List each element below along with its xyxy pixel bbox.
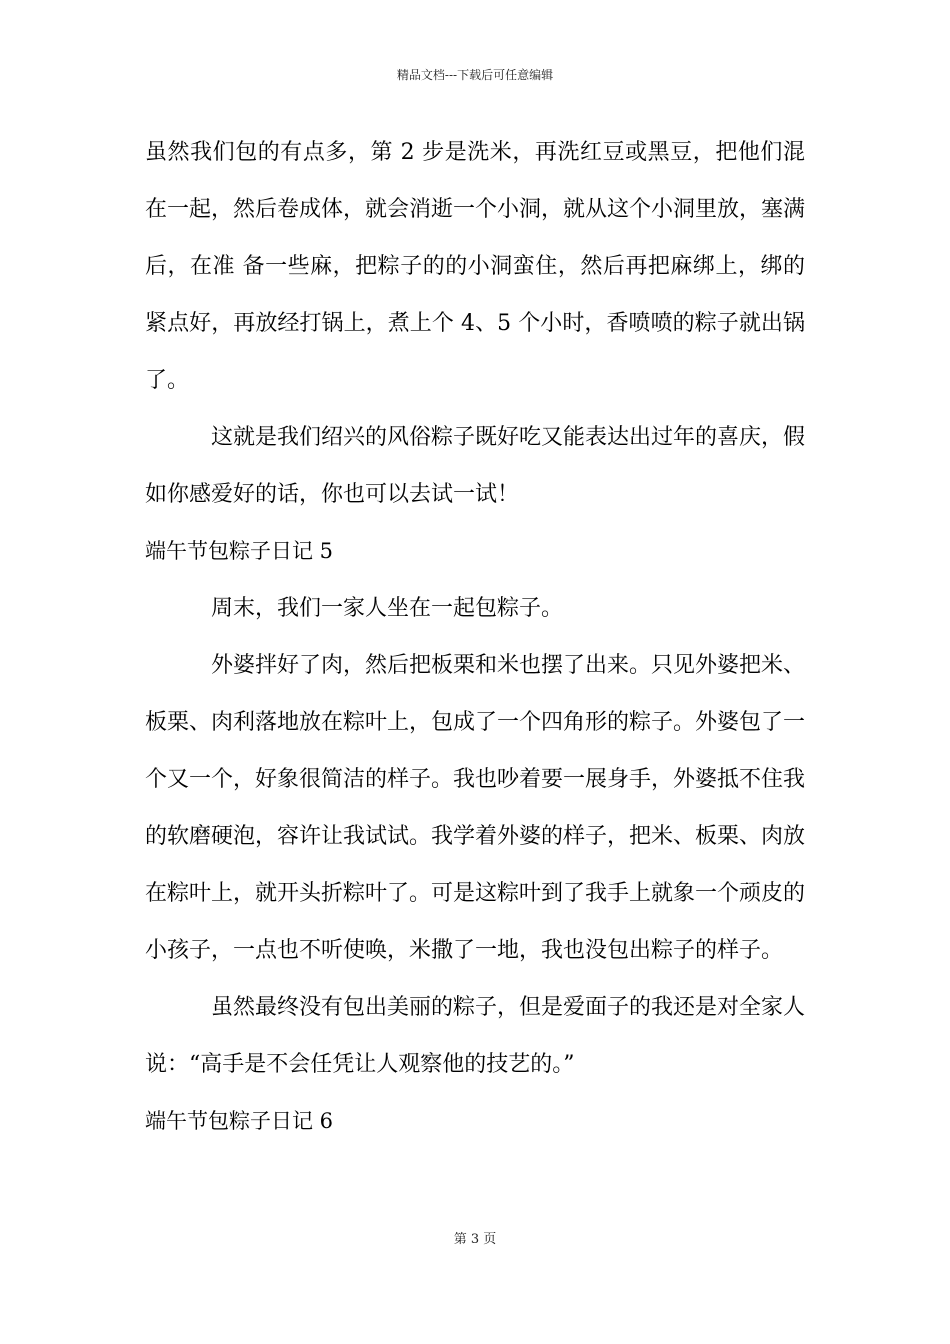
page-number: 第 3 页 [453, 1232, 497, 1247]
paragraph: 这就是我们绍兴的风俗粽子既好吃又能表达出过年的喜庆，假如你感爱好的话，你也可以去试一试！ [145, 425, 806, 507]
paragraph: 周末，我们一家人坐在一起包粽子。 [211, 596, 564, 621]
paragraph: 虽然我们包的有点多，第 2 步是洗米，再洗红豆或黑豆，把他们混在一起，然后卷成体，就会消逝一个小洞，就从这个小洞里放，塞满后，在准 备一些麻，把粽子的的小洞蛮住，然后再把麻绑上，绑的紧点好，再放经打锅上，煮上个 4、5 个小时，香喷喷的粽子就出锅了。 [145, 140, 806, 393]
section-heading: 端午节包粽子日记 5 [145, 539, 334, 563]
paragraph: 虽然最终没有包出美丽的粽子，但是爱面子的我还是对全家人说：“高手是不会任凭让人观察他的技艺的。” [145, 995, 806, 1077]
section-heading: 端午节包粽子日记 6 [145, 1109, 334, 1133]
document-body [145, 124, 805, 1150]
paragraph: 外婆拌好了肉，然后把板栗和米也摆了出来。只见外婆把米、板栗、肉利落地放在粽叶上，包成了一个四角形的粽子。外婆包了一个又一个，好象很简洁的样子。我也吵着要一展身手，外婆抵不住我的软磨硬泡，容许让我试试。我学着外婆的样子，把米、板栗、肉放在粽叶上，就开头折粽叶了。可是这粽叶到了我手上就象一个顽皮的小孩子，一点也不听使唤，米撒了一地，我也没包出粽子的样子。 [145, 653, 806, 963]
page-header: 精品文档---下载后可任意编辑 [396, 68, 554, 82]
